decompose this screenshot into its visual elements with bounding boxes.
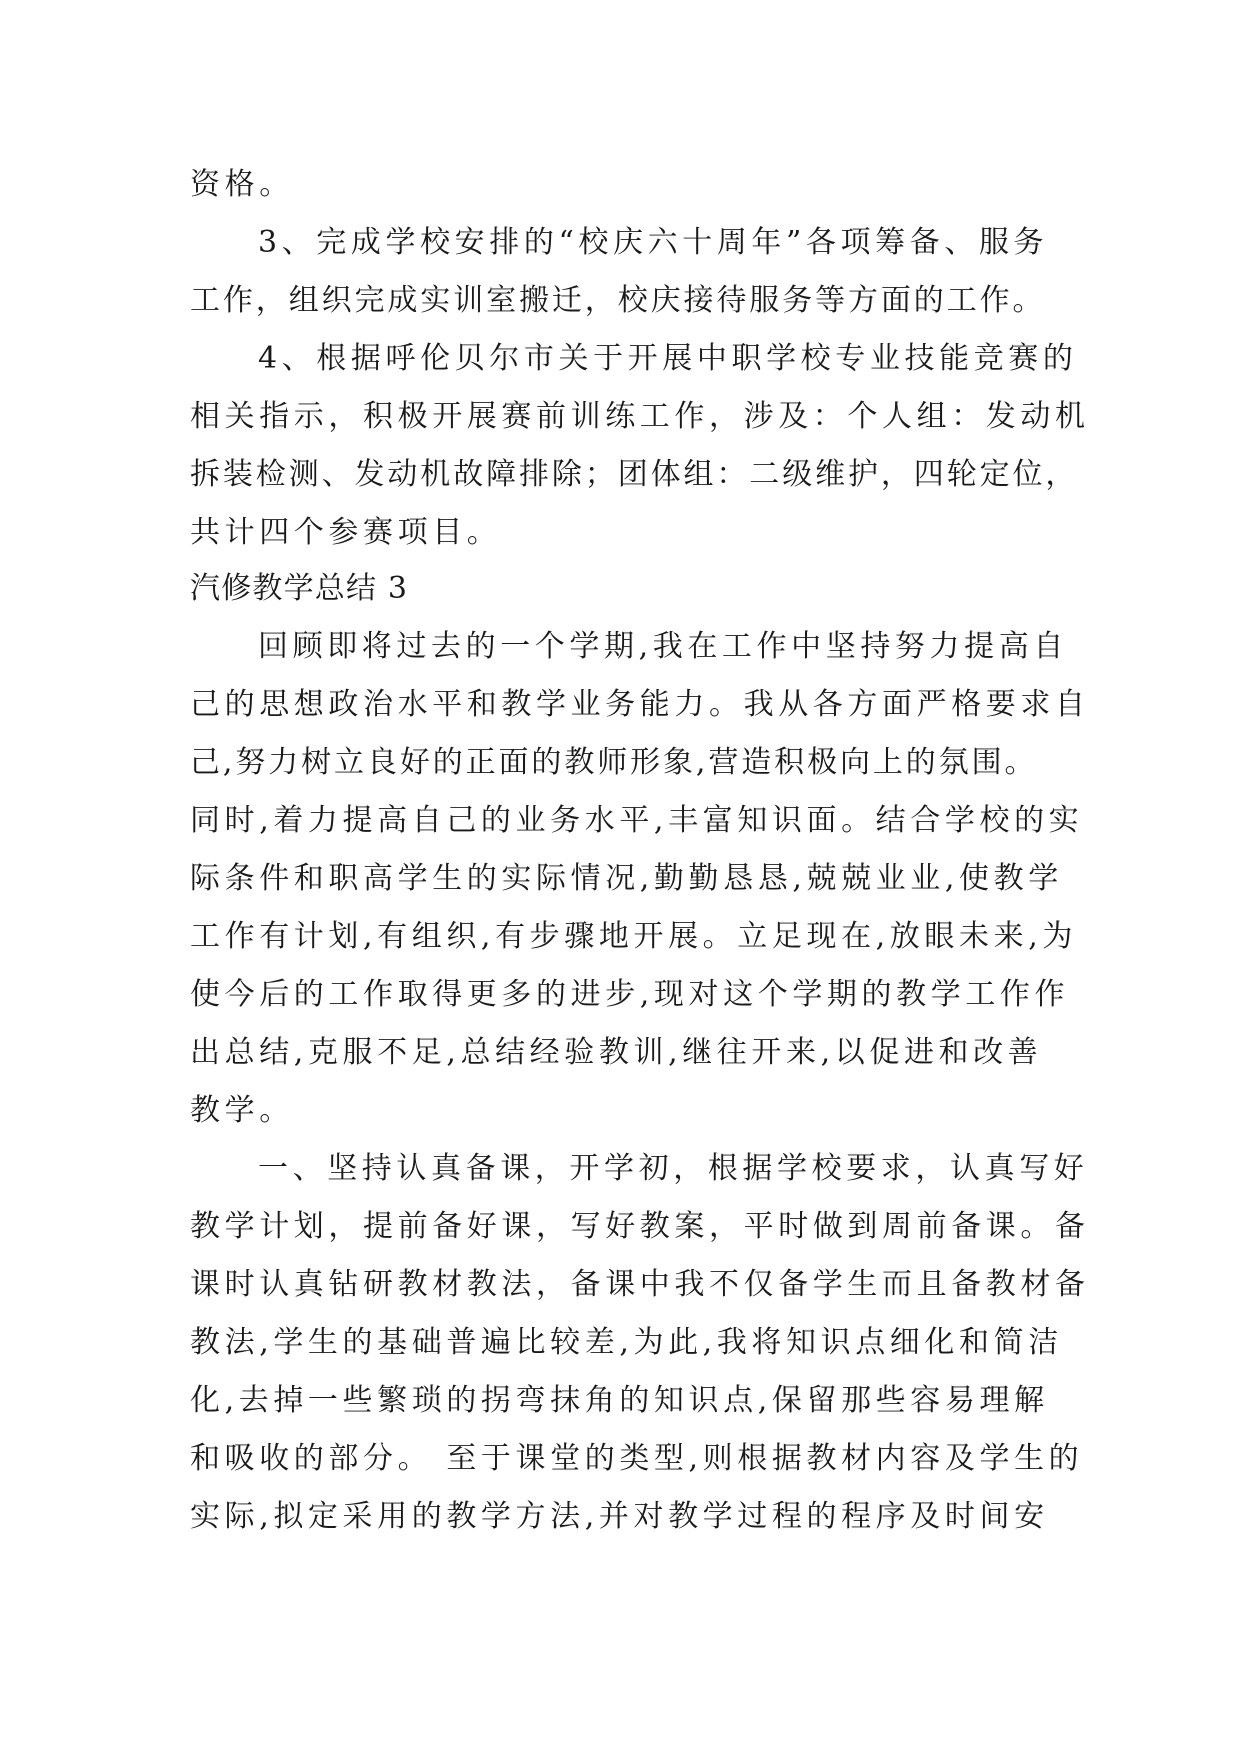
text-line: 出总结,克服不足,总结经验教训,继往开来,以促进和改善 [190, 1035, 1043, 1070]
text-line: 实际,拟定采用的教学方法,并对教学过程的程序及时间安 [190, 1499, 1049, 1534]
paragraph-start: 回顾即将过去的一个学期,我在工作中坚持努力提高自 [258, 629, 1068, 664]
text-line: 工作，组织完成实训室搬迁，校庆接待服务等方面的工作。 [190, 283, 1046, 318]
text-line: 化,去掉一些繁琐的拐弯抹角的知识点,保留那些容易理解 [190, 1383, 1049, 1418]
text-line: 共计四个参赛项目。 [190, 515, 502, 550]
text-line: 课时认真钻研教材教法，备课中我不仅备学生而且备教材备 [190, 1267, 1090, 1302]
text-line: 相关指示，积极开展赛前训练工作，涉及：个人组：发动机 [190, 399, 1090, 434]
text-line: 和吸收的部分。 至于课堂的类型,则根据教材内容及学生的 [190, 1441, 1084, 1476]
text-line: 己,努力树立良好的正面的教师形象,营造积极向上的氛围。 [190, 745, 1038, 780]
text-line: 同时,着力提高自己的业务水平,丰富知识面。结合学校的实 [190, 803, 1084, 838]
text-line: 际条件和职高学生的实际情况,勤勤恳恳,兢兢业业,使教学 [190, 861, 1063, 896]
text-line: 教法,学生的基础普遍比较差,为此,我将知识点细化和简洁 [190, 1325, 1063, 1360]
text-line: 工作有计划,有组织,有步骤地开展。立足现在,放眼未来,为 [190, 919, 1077, 954]
text-line: 资格。 [190, 167, 294, 202]
paragraph-start: 4、根据呼伦贝尔市关于开展中职学校专业技能竞赛的 [258, 341, 1078, 376]
text-line: 拆装检测、发动机故障排除；团体组：二级维护，四轮定位， [190, 457, 1079, 492]
text-line: 己的思想政治水平和教学业务能力。我从各方面严格要求自 [190, 687, 1090, 722]
text-line: 使今后的工作取得更多的进步,现对这个学期的教学工作作 [190, 977, 1070, 1012]
text-line: 教学计划，提前备好课，写好教案，平时做到周前备课。备 [190, 1209, 1090, 1244]
paragraph-start: 一、坚持认真备课，开学初，根据学校要求，认真写好 [258, 1151, 1089, 1186]
section-heading: 汽修教学总结 3 [190, 571, 409, 606]
paragraph-start: 3、完成学校安排的“校庆六十周年”各项筹备、服务 [258, 225, 1049, 260]
text-line: 教学。 [190, 1093, 294, 1128]
